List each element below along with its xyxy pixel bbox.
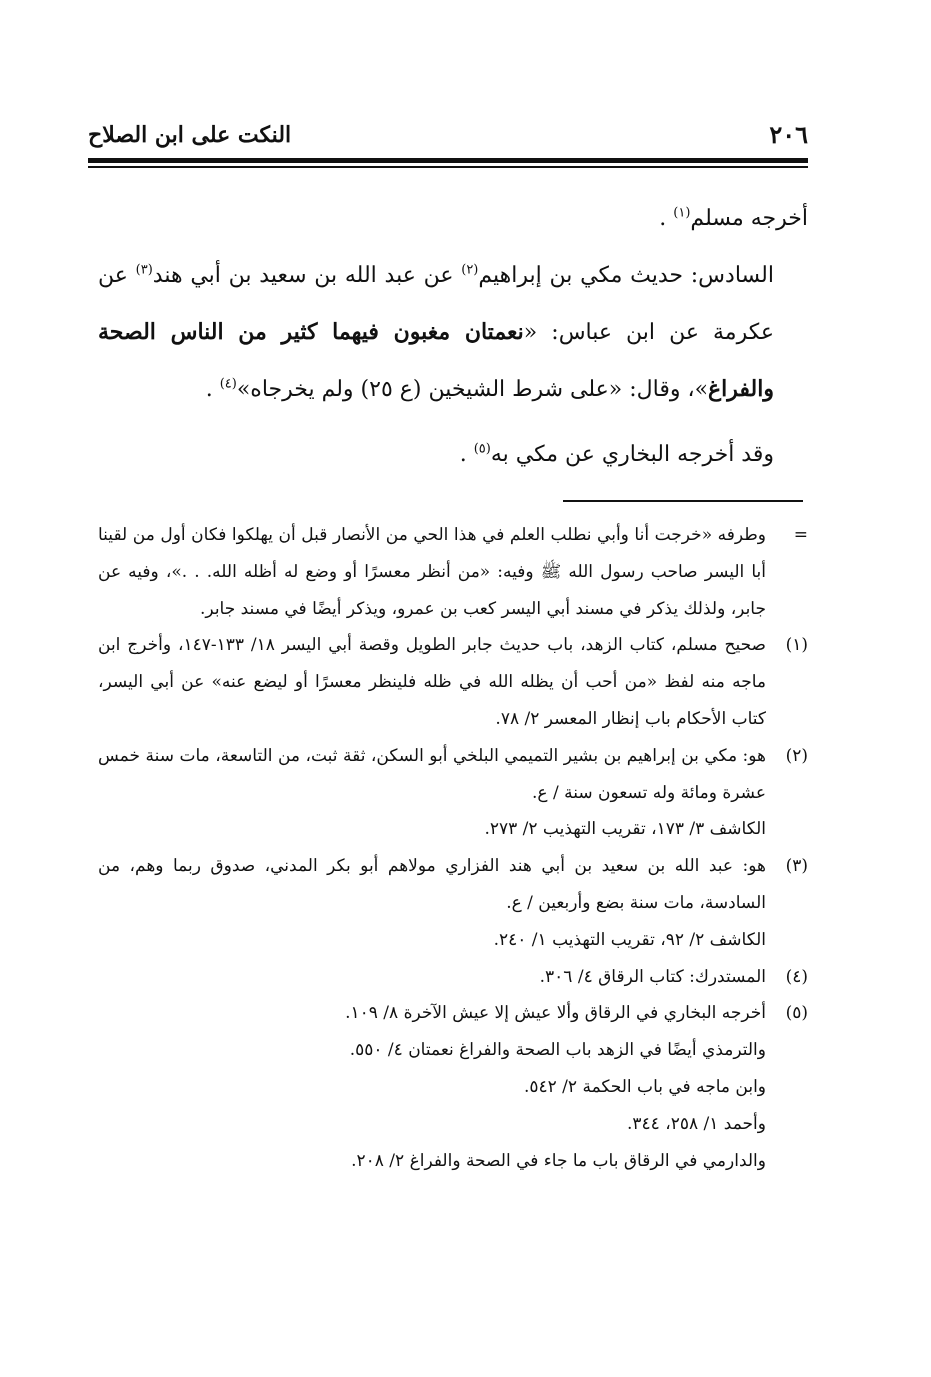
footnote-text: هو: مكي بن إبراهيم بن بشير التميمي البلخي أبو السكن، ثقة ثبت، من التاسعة، مات سنة خمس عشرة ومائة وله تسعون سنة / ع. [98, 745, 766, 803]
footnote-3 [98, 848, 808, 958]
footnote-text: والدارمي في الرقاق باب ما جاء في الصحة والفراغ ٢/ ٢٠٨. [351, 1150, 766, 1171]
footnote-text: والترمذي أيضًا في الزهد باب الصحة والفراغ نعمتان ٤/ ٥٥٠. [349, 1040, 766, 1061]
footnote-body [98, 848, 766, 958]
para2-part-b: عن عبد الله بن سعيد بن أبي هند [152, 263, 462, 288]
footnote-ref-2: (٢) [461, 262, 479, 278]
footnote-ref-3: (٣) [135, 262, 153, 278]
para2-part-c: عن عكرمة عن ابن عباس: « [98, 263, 774, 345]
footnote-text: وابن ماجه في باب الحكمة ٢/ ٥٤٢. [523, 1076, 766, 1097]
header-rule-thick [88, 158, 808, 163]
main-line-1 [98, 190, 808, 247]
footnote-text: الكاشف ٣/ ١٧٣، تقريب التهذيب ٢/ ٢٧٣. [484, 819, 766, 840]
para3-text: وقد أخرجه البخاري عن مكي به [490, 442, 774, 467]
footnote-body [98, 627, 766, 737]
footnote-text: أخرجه البخاري في الرقاق وألا عيش إلا عيش الآخرة ٨/ ١٠٩. [345, 1003, 766, 1024]
footnote-marker: (٥) [785, 1003, 808, 1024]
para2-end: . [205, 377, 220, 402]
footnote-ref-4: (٤) [219, 376, 237, 392]
footnote-marker: (٤) [785, 966, 808, 987]
footnote-4 [98, 959, 808, 996]
footnote-marker: (١) [785, 635, 808, 656]
footnote-separator [563, 500, 803, 502]
footnote-body [98, 517, 766, 627]
hadith-quote: نعمتان مغبون فيهما كثير من الناس الصحة والفراغ [98, 319, 774, 402]
para2-part-d: »، وقال: «على شرط الشيخين (ع ٢٥) ولم يخرجاه» [236, 377, 709, 402]
footnote-text: وأحمد ١/ ٢٥٨، ٣٤٤. [627, 1113, 766, 1134]
header-rule-thin [88, 166, 808, 168]
footnote-2 [98, 738, 808, 848]
footnote-body [98, 738, 766, 848]
footnote-marker: (٢) [785, 745, 808, 766]
running-title: النكت على ابن الصلاح [88, 122, 292, 148]
footnote-body [98, 959, 766, 996]
footnote-ref-1: (١) [673, 205, 691, 221]
footnote-text: هو: عبد الله بن سعيد بن أبي هند الفزاري مولاهم أبو بكر المدني، صدوق ربما وهم، من السادسة، مات سنة بضع وأربعين / ع. [98, 856, 766, 913]
footnote-ref-5: (٥) [473, 441, 491, 457]
main-paragraph-2 [98, 247, 808, 418]
footnote-text: صحيح مسلم، كتاب الزهد، باب حديث جابر الطويل وقصة أبي اليسر ١٨/ ١٣٣-١٤٧، وأخرج ابن ماجه منه لفظ «من أحب أن يظله الله في ظله فلينظر معسرًا أو ليضع عنه» عن أبي اليسر، كتاب الأحكام باب إنظار المعسر ٢/ ٧٨. [98, 635, 766, 729]
footnote-1 [98, 627, 808, 737]
footnote-body [98, 995, 766, 1179]
footnote-text: وطرفه «خرجت أنا وأبي نطلب العلم في هذا الحي من الأنصار قبل أن يهلكوا فكان أول من لقينا أبا اليسر صاحب رسول الله ﷺ وفيه: «من أنظر معسرًا أو وضع له أظله الله. . .»، وفيه عن جابر، ولذلك يذكر في مسند أبي اليسر كعب بن عمرو، ويذكر أيضًا في مسند جابر. [98, 525, 767, 619]
main-line-1-end: . [659, 206, 674, 231]
page-number: ٢٠٦ [769, 120, 808, 149]
footnote-5 [98, 995, 808, 1179]
para3-end: . [459, 442, 474, 467]
main-line-1-text: أخرجه مسلم [690, 206, 808, 231]
para2-part-a: السادس: حديث مكي بن إبراهيم [478, 263, 774, 288]
footnote-text: الكاشف ٢/ ٩٢، تقريب التهذيب ١/ ٢٤٠. [493, 929, 766, 950]
footnote-continuation [98, 517, 808, 627]
footnotes [98, 517, 808, 1179]
footnote-marker: = [793, 525, 808, 545]
main-paragraph-3 [98, 426, 808, 483]
main-text [98, 190, 808, 483]
page-header [88, 118, 808, 152]
footnote-text: المستدرك: كتاب الرقاق ٤/ ٣٠٦. [539, 966, 766, 987]
footnote-marker: (٣) [785, 856, 808, 877]
